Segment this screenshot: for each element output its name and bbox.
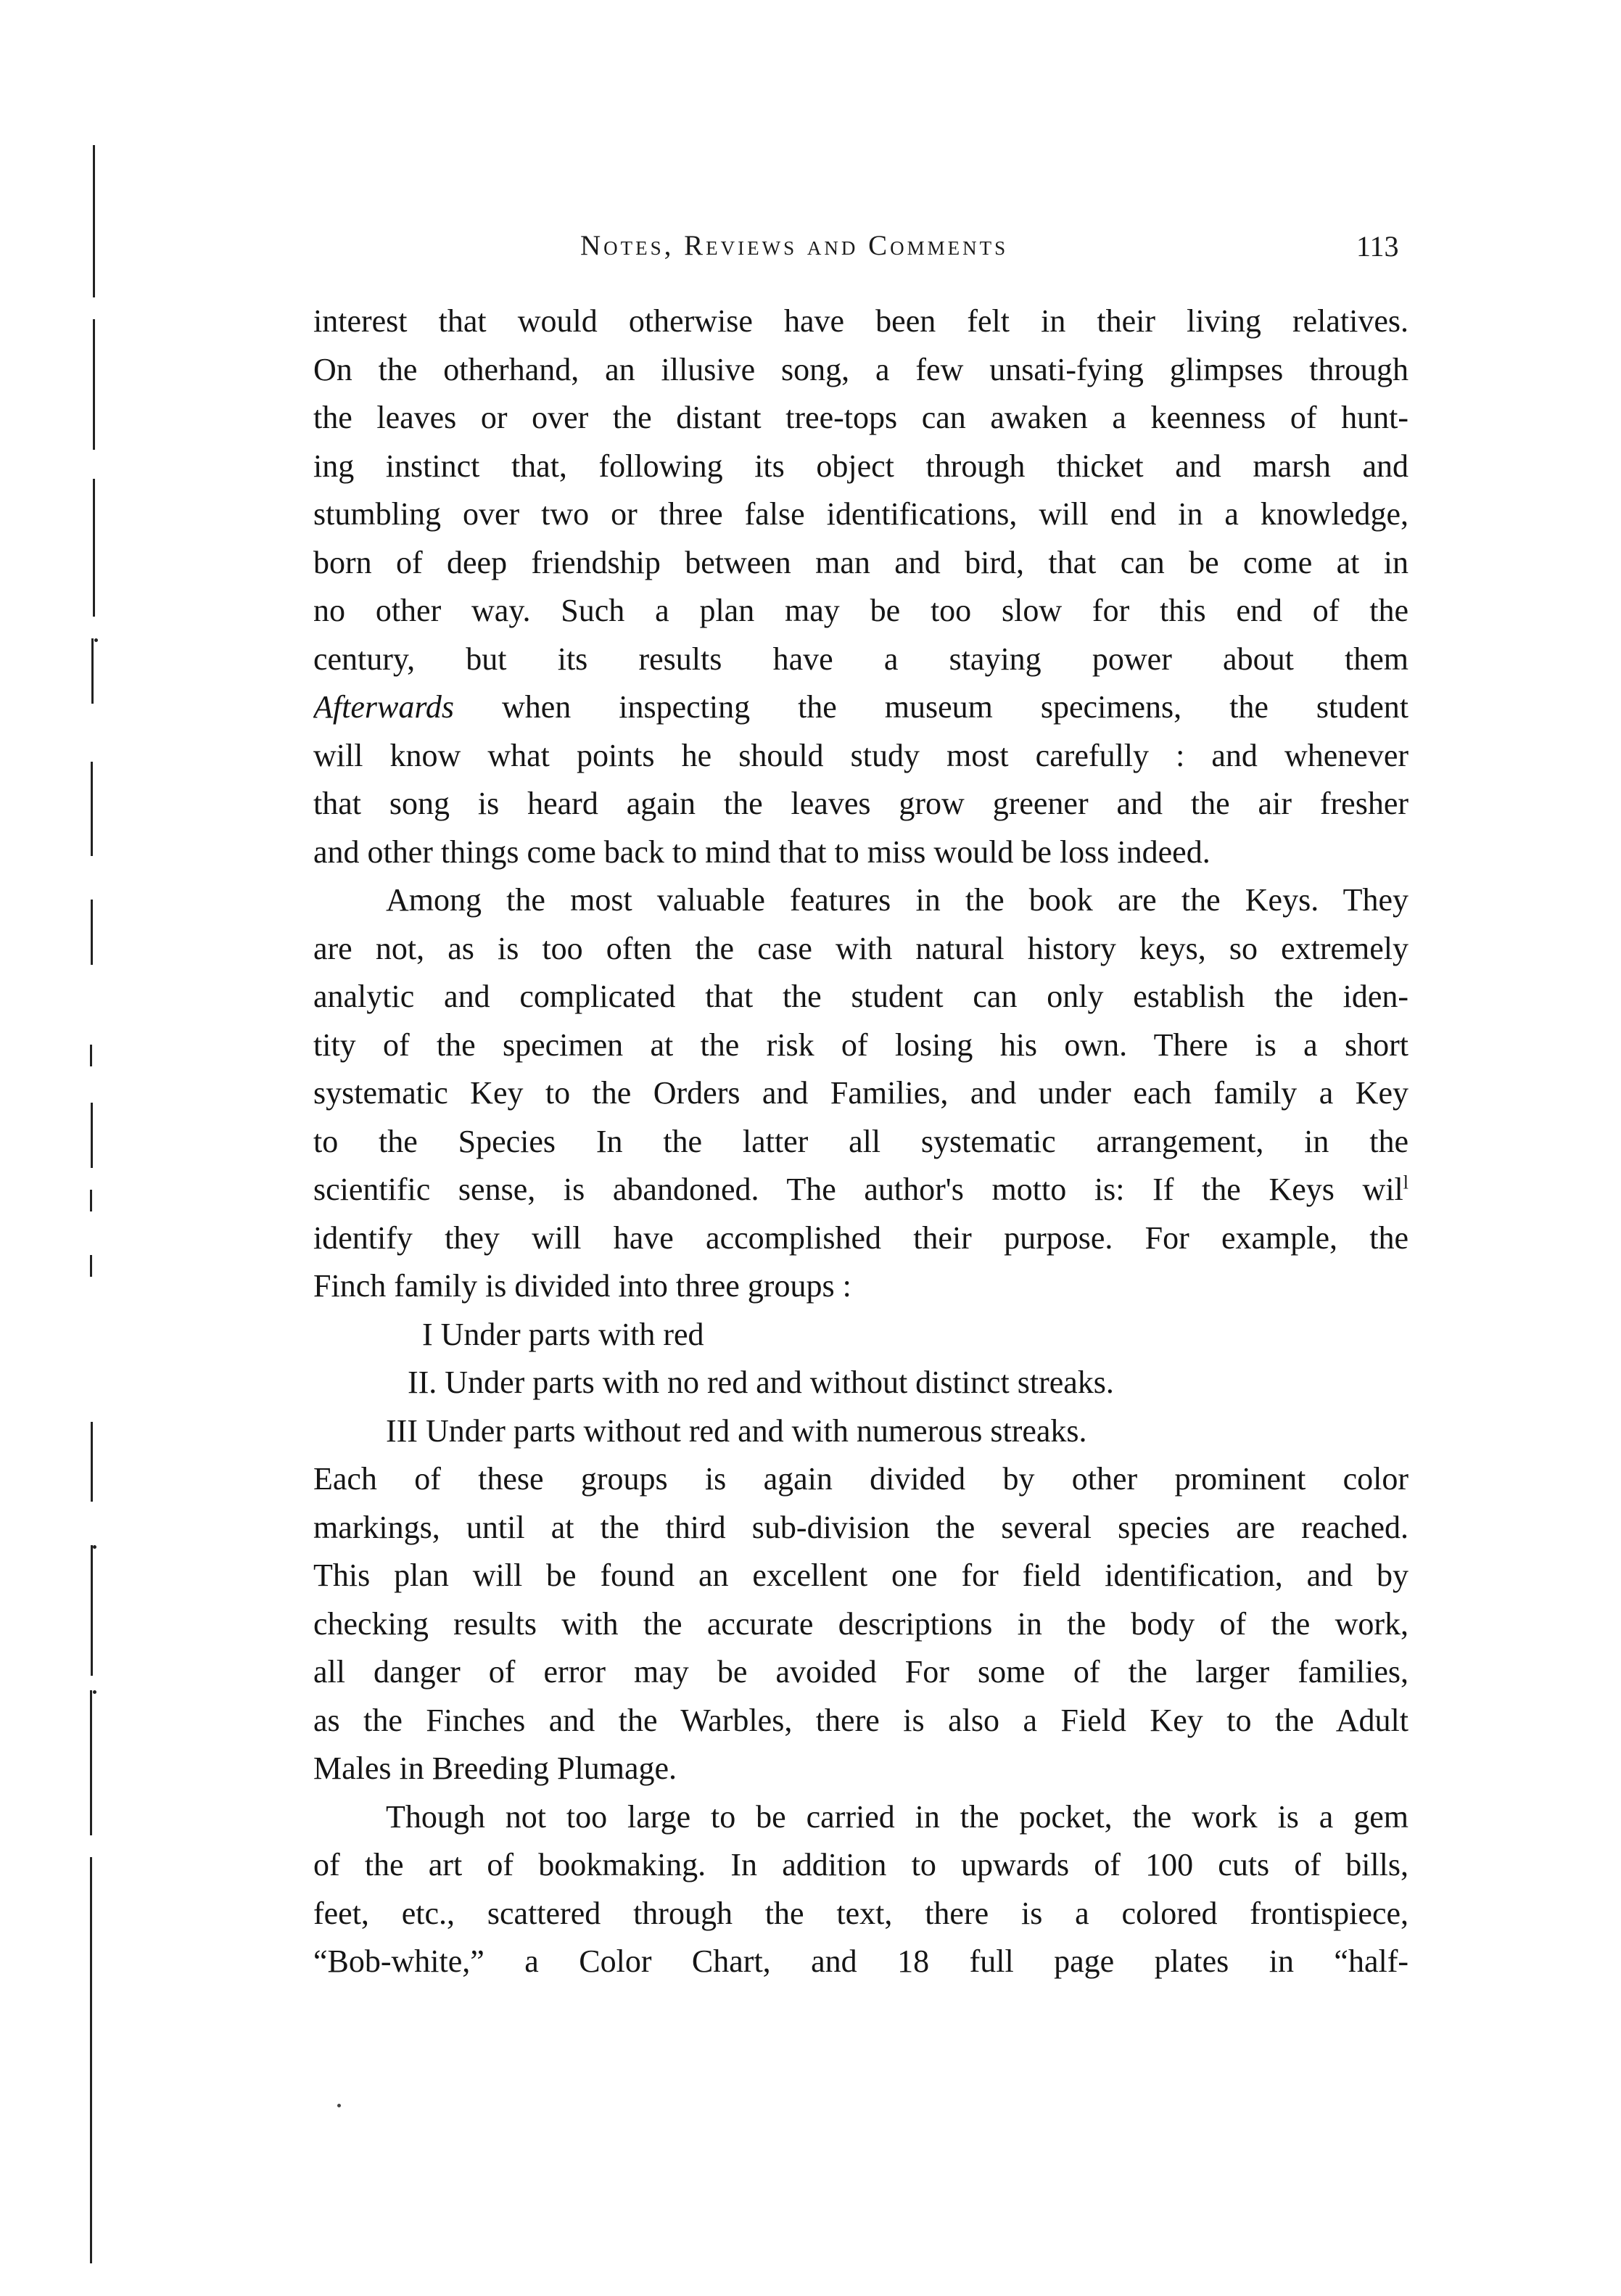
text-line: identify they will have accomplished their purpose. For example, the xyxy=(313,1219,1408,1256)
superscript-letter: l xyxy=(1403,1172,1408,1193)
text-line: to the Species In the latter all systematic arrangement, in the xyxy=(313,1123,1408,1159)
scan-edge-dot xyxy=(93,1690,96,1694)
text-line: On the otherhand, an illusive song, a few unsati-fying glimpses through xyxy=(313,351,1408,387)
text-line: This plan will be found an excellent one for field identification, and by xyxy=(313,1558,1408,1593)
text-line: tity of the specimen at the risk of losing his own. There is a short xyxy=(313,1026,1408,1063)
text-line: feet, etc., scattered through the text, there is a colored frontispiece, xyxy=(313,1895,1408,1931)
scan-edge-mark xyxy=(91,638,94,704)
scan-edge-mark xyxy=(91,1545,93,1676)
scan-edge-mark xyxy=(90,1857,92,2263)
scan-edge-mark xyxy=(90,1045,92,1066)
list-item: I Under parts with red xyxy=(422,1316,704,1352)
italic-word: Afterwards xyxy=(313,689,454,725)
list-item: II. Under parts with no red and without distinct streaks. xyxy=(408,1365,1114,1400)
text-line: “Bob-white,” a Color Chart, and 18 full page plates in “half- xyxy=(313,1943,1408,1979)
text-line: ing instinct that, following its object through thicket and marsh and xyxy=(313,448,1408,484)
scan-edge-mark xyxy=(93,319,95,450)
scan-edge-mark xyxy=(91,762,93,856)
page-number: 113 xyxy=(1356,230,1399,263)
text-line: the leaves or over the distant tree-tops can awaken a keenness of hunt- xyxy=(313,400,1408,435)
scan-edge-mark xyxy=(91,900,93,965)
text-line: Males in Breeding Plumage. xyxy=(313,1750,677,1786)
text-line xyxy=(313,1166,1408,1214)
text-line: are not, as is too often the case with natural history keys, so extremely xyxy=(313,930,1408,966)
text-line: markings, until at the third sub-division the several species are reached. xyxy=(313,1509,1408,1545)
running-title: Notes, Reviews and Comments xyxy=(580,230,1009,261)
text-line: will know what points he should study most carefully : and whenever xyxy=(313,737,1408,773)
scan-speck xyxy=(337,2104,341,2107)
text-line: that song is heard again the leaves grow greener and the air fresher xyxy=(313,786,1408,821)
scan-edge-mark xyxy=(90,1255,92,1277)
text-line: of the art of bookmaking. In addition to upwards of 100 cuts of bills, xyxy=(313,1847,1408,1883)
text-line-body: scientific sense, is abandoned. The author's motto is: If the Keys wil xyxy=(313,1172,1403,1207)
text-line: Though not too large to be carried in the pocket, the work is a gem xyxy=(386,1798,1408,1835)
scan-edge-mark xyxy=(90,1190,92,1211)
body-text xyxy=(313,297,1408,1986)
text-line: systematic Key to the Orders and Families, and under each family a Key xyxy=(313,1075,1408,1111)
scan-edge-dot xyxy=(93,1545,96,1549)
text-line: and other things come back to mind that to miss would be loss indeed. xyxy=(313,834,1210,870)
scan-edge-mark xyxy=(93,479,95,617)
scan-edge-mark xyxy=(90,1690,92,1835)
text-line-rest: when inspecting the museum specimens, the student xyxy=(501,689,1408,725)
text-line: born of deep friendship between man and bird, that can be come at in xyxy=(313,544,1408,580)
text-line: as the Finches and the Warbles, there is also a Field Key to the Adult xyxy=(313,1702,1408,1738)
text-line: all danger of error may be avoided For some of the larger families, xyxy=(313,1654,1408,1690)
text-line: no other way. Such a plan may be too slow for this end of the xyxy=(313,593,1408,628)
text-line: stumbling over two or three false identifications, will end in a knowledge, xyxy=(313,496,1408,532)
text-line: checking results with the accurate descriptions in the body of the work, xyxy=(313,1605,1408,1642)
list-item: III Under parts without red and with numerous streaks. xyxy=(386,1412,1087,1449)
scan-edge-mark xyxy=(91,1422,93,1502)
scan-edge-mark xyxy=(93,145,95,297)
text-line: Finch family is divided into three groups : xyxy=(313,1268,851,1304)
text-line: Among the most valuable features in the book are the Keys. They xyxy=(386,882,1408,918)
text-line: analytic and complicated that the student can only establish the iden- xyxy=(313,979,1408,1014)
scan-edge-dot xyxy=(94,638,98,642)
text-line: interest that would otherwise have been felt in their living relatives. xyxy=(313,303,1408,339)
scan-edge-mark xyxy=(91,1103,93,1168)
text-line: century, but its results have a staying power about them xyxy=(313,641,1408,677)
text-line xyxy=(313,683,1408,732)
text-line: Each of these groups is again divided by other prominent color xyxy=(313,1461,1408,1497)
